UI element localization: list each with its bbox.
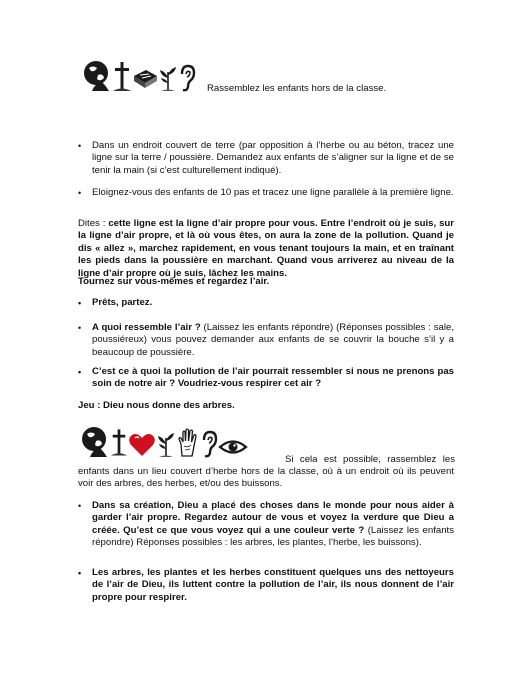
game-title: Jeu : Dieu nous donne des arbres. [78, 400, 235, 411]
bible-icon [132, 64, 158, 92]
answer-text: (Laissez les enfants répondre) (Réponses possibles : sale, poussiéreux) vous pouvez demander aux enfants de se couvrir la bouche s’il y a beaucoup de poussière. [92, 322, 455, 358]
list-item [78, 187, 454, 199]
list-item [78, 366, 454, 391]
bullet: • [78, 298, 82, 308]
globe-head-icon [80, 424, 110, 458]
activity-icon-row [80, 424, 248, 458]
list-item [78, 140, 454, 177]
section2-intro-start: Si cela est possible, rassemblez les [285, 454, 455, 465]
question-text: Dans sa création, Dieu a placé des choses dans le monde pour nous aider à garder l’air propre. Regardez autour de vous et voyez la verdure que Dieu a créée. Qu’est ce que vous voyez qui a une couleur verte ? [92, 500, 454, 536]
seedling-icon [158, 64, 178, 92]
ear-icon [178, 64, 196, 92]
section2-intro: enfants dans un lieu couvert d’herbe hors de la classe, où à un endroit où ils peuvent voir des arbres, des herbes, et/ou des buissons. [78, 466, 454, 490]
dites-label: Dites : [78, 218, 109, 229]
question-text: A quoi ressemble l’air ? [92, 322, 201, 333]
dites-text: cette ligne est la ligne d’air propre pour vous. Entre l’endroit où je suis, sur la ligne d’air propre, et là où vous êtes, on aura la zone de la pollution. Quand je dis « allez », marchez rapidement, en vous tenant toujours la main, et en traînant les pieds dans la poussière en marchant. Quand vous arriverez au niveau de la ligne d’air propre où je suis, lâchez les mains. [78, 218, 454, 279]
hand-icon [176, 428, 200, 458]
bullet: • [78, 188, 82, 198]
list-item-text: Dans un endroit couvert de terre (par opposition à l’herbe ou au béton, tracez une ligne sur la terre / poussière. Demandez aux enfants de s’aligner sur la ligne et de se tenir la main (si c’est culturellement indiqué). [92, 140, 454, 176]
list-item [78, 322, 454, 359]
list-item-text: Les arbres, les plantes et les herbes constituent quelques uns des nettoyeurs de l’air de Dieu, ils luttent contre la pollution de l’air, ils nous donnent de l’air propre pour respirer. [92, 567, 454, 603]
instruction-line: Tournez sur vous-mêmes et regardez l’air. [78, 276, 270, 287]
bullet: • [78, 501, 82, 511]
list-item-text: Eloignez-vous des enfants de 10 pas et tracez une ligne parallèle à la première ligne. [92, 187, 454, 198]
bullet: • [78, 141, 82, 151]
list-item [78, 297, 454, 309]
section1-heading: Rassemblez les enfants hors de la classe. [207, 83, 387, 94]
ear-icon [200, 430, 218, 458]
heart-icon [128, 432, 156, 458]
seedling-icon [156, 430, 176, 458]
eye-icon [218, 436, 248, 458]
list-item [78, 500, 454, 550]
list-item-text [92, 322, 454, 359]
cross-icon [110, 426, 128, 458]
bullet: • [78, 367, 82, 377]
list-item-text: C’est ce à quoi la pollution de l’air pourrait ressembler si nous ne prenons pas soin de notre air ? Voudriez-vous respirer cet air ? [92, 366, 454, 390]
list-item [78, 567, 454, 604]
bullet: • [78, 323, 82, 333]
activity-icon-row [82, 58, 196, 92]
answer-text: (Laissez les enfants répondre) Réponses possibles : les arbres, les plantes, l’herbe, les buissons). [92, 524, 454, 549]
globe-head-icon [82, 58, 112, 92]
list-item-text [92, 500, 454, 550]
cross-icon [112, 60, 132, 92]
list-item-text: Prêts, partez. [92, 297, 153, 308]
bullet: • [78, 568, 82, 578]
instruction-paragraph [78, 218, 454, 280]
